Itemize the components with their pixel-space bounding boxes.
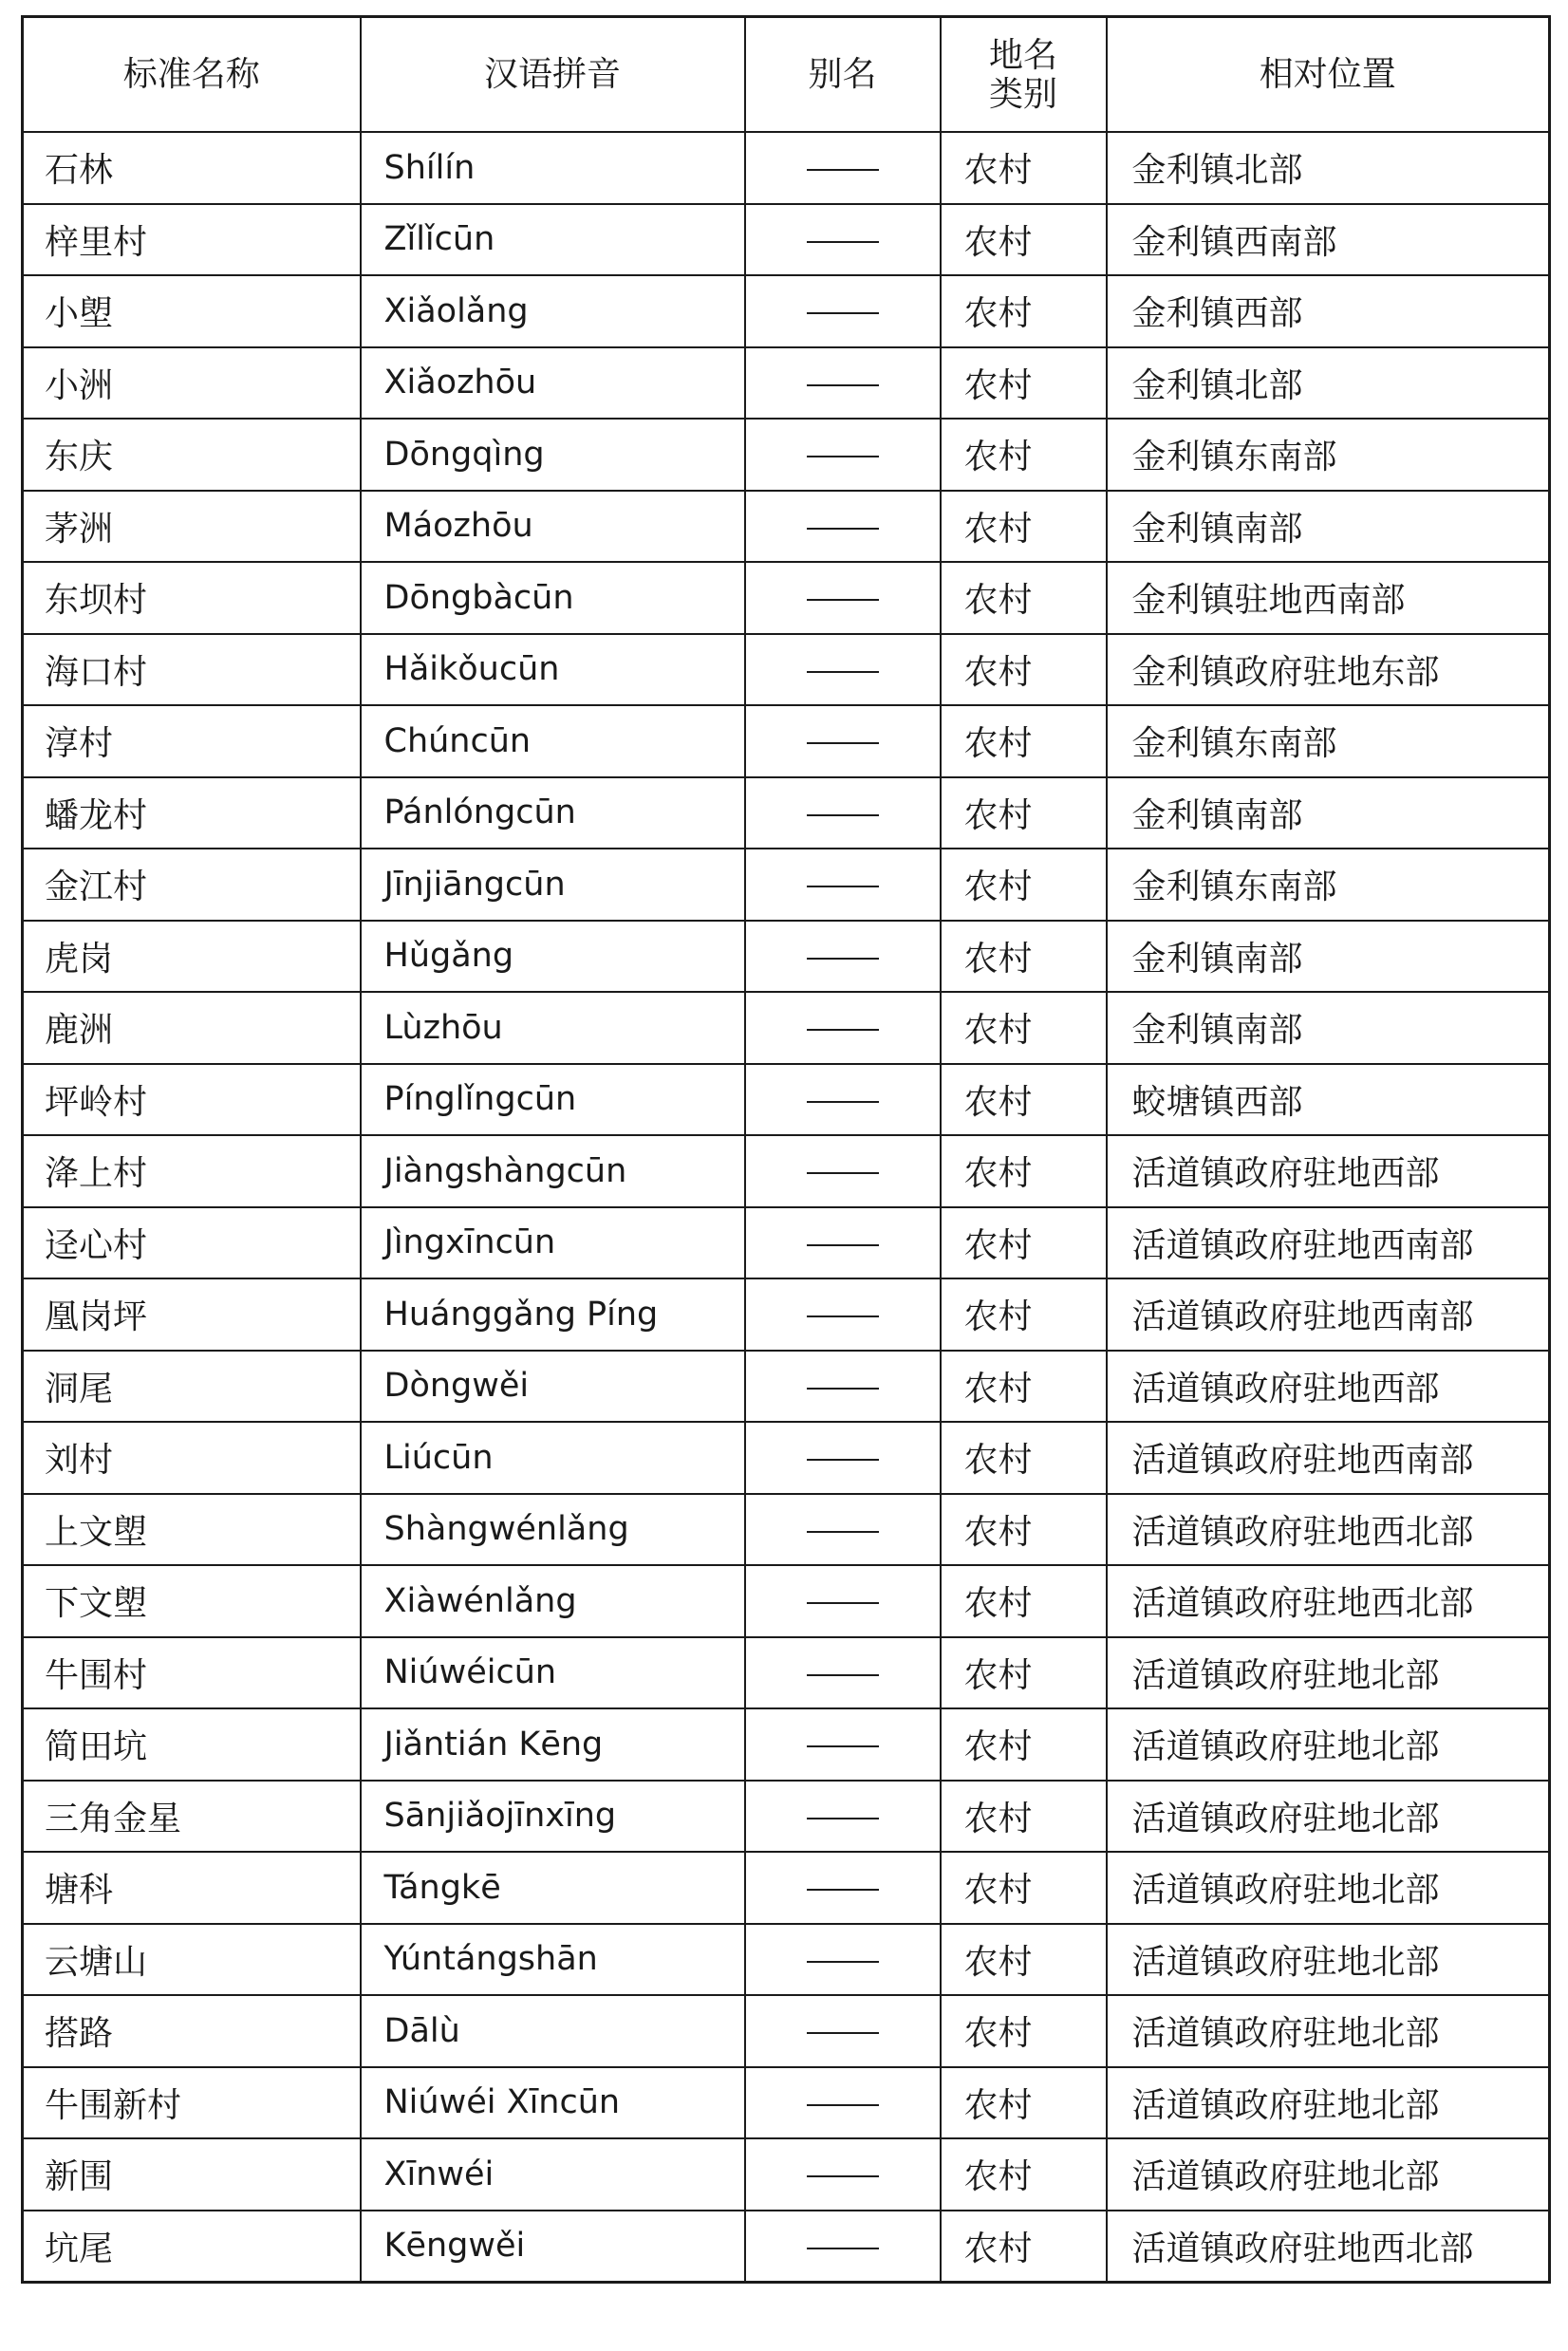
cell-standard-name: 简田坑 [23, 1708, 361, 1781]
cell-alias [745, 849, 941, 921]
cell-standard-name: 洞尾 [23, 1351, 361, 1423]
table-row [23, 491, 1550, 563]
cell-alias [745, 491, 941, 563]
cell-relative-position: 金利镇政府驻地东部 [1107, 634, 1550, 706]
cell-alias [745, 992, 941, 1064]
cell-place-type: 农村 [941, 921, 1107, 993]
cell-standard-name: 坪岭村 [23, 1064, 361, 1136]
alias-none-dash [807, 1101, 879, 1103]
table-header [23, 17, 1550, 133]
cell-place-type: 农村 [941, 2067, 1107, 2139]
alias-none-dash [807, 2248, 879, 2249]
table-row [23, 1422, 1550, 1494]
cell-relative-position: 金利镇南部 [1107, 491, 1550, 563]
cell-relative-position: 活道镇政府驻地北部 [1107, 1924, 1550, 1996]
cell-relative-position: 金利镇东南部 [1107, 705, 1550, 777]
table-row [23, 1852, 1550, 1924]
alias-none-dash [807, 2175, 879, 2177]
cell-pinyin: Jìngxīncūn [361, 1207, 745, 1279]
cell-place-type: 农村 [941, 1351, 1107, 1423]
cell-alias [745, 1064, 941, 1136]
cell-standard-name: 刘村 [23, 1422, 361, 1494]
cell-pinyin: Chúncūn [361, 705, 745, 777]
header-relative-position: 相对位置 [1107, 17, 1550, 133]
cell-standard-name: 小洲 [23, 347, 361, 420]
table-row [23, 562, 1550, 634]
table-row [23, 634, 1550, 706]
cell-standard-name: 淳村 [23, 705, 361, 777]
alias-none-dash [807, 1531, 879, 1533]
cell-alias [745, 1422, 941, 1494]
cell-place-type: 农村 [941, 204, 1107, 276]
alias-none-dash [807, 1388, 879, 1390]
cell-standard-name: 石林 [23, 132, 361, 204]
cell-relative-position: 金利镇南部 [1107, 992, 1550, 1064]
cell-pinyin: Sānjiǎojīnxīng [361, 1781, 745, 1853]
cell-pinyin: Xiǎolǎng [361, 275, 745, 347]
cell-relative-position: 活道镇政府驻地北部 [1107, 1708, 1550, 1781]
alias-none-dash [807, 169, 879, 171]
table-row [23, 419, 1550, 491]
cell-alias [745, 2138, 941, 2211]
cell-pinyin: Liúcūn [361, 1422, 745, 1494]
cell-alias [745, 1135, 941, 1207]
alias-none-dash [807, 1818, 879, 1819]
cell-place-type: 农村 [941, 1064, 1107, 1136]
alias-none-dash [807, 671, 879, 673]
cell-place-type: 农村 [941, 347, 1107, 420]
alias-none-dash [807, 241, 879, 243]
cell-pinyin: Dòngwěi [361, 1351, 745, 1423]
cell-alias [745, 275, 941, 347]
alias-none-dash [807, 1602, 879, 1604]
cell-pinyin: Lùzhōu [361, 992, 745, 1064]
cell-place-type: 农村 [941, 1278, 1107, 1351]
header-pinyin: 汉语拼音 [361, 17, 745, 133]
cell-standard-name: 上文塱 [23, 1494, 361, 1566]
cell-standard-name: 坑尾 [23, 2211, 361, 2283]
cell-alias [745, 1278, 941, 1351]
cell-relative-position: 金利镇南部 [1107, 777, 1550, 849]
table-row [23, 1637, 1550, 1709]
cell-place-type: 农村 [941, 705, 1107, 777]
cell-relative-position: 活道镇政府驻地西南部 [1107, 1207, 1550, 1279]
table-row [23, 1781, 1550, 1853]
cell-place-type: 农村 [941, 1207, 1107, 1279]
cell-alias [745, 2067, 941, 2139]
cell-alias [745, 2211, 941, 2283]
cell-place-type: 农村 [941, 1781, 1107, 1853]
cell-relative-position: 金利镇西部 [1107, 275, 1550, 347]
alias-none-dash [807, 742, 879, 744]
cell-pinyin: Shàngwénlǎng [361, 1494, 745, 1566]
cell-relative-position: 活道镇政府驻地北部 [1107, 2138, 1550, 2211]
table-row [23, 992, 1550, 1064]
cell-place-type: 农村 [941, 1637, 1107, 1709]
cell-relative-position: 金利镇西南部 [1107, 204, 1550, 276]
cell-alias [745, 562, 941, 634]
table-row [23, 1064, 1550, 1136]
cell-pinyin: Pínglǐngcūn [361, 1064, 745, 1136]
cell-place-type: 农村 [941, 1852, 1107, 1924]
header-standard-name: 标准名称 [23, 17, 361, 133]
alias-none-dash [807, 1315, 879, 1317]
table-row [23, 1708, 1550, 1781]
header-place-type [941, 17, 1107, 133]
table-body [23, 132, 1550, 2283]
cell-standard-name: 牛围村 [23, 1637, 361, 1709]
cell-relative-position: 活道镇政府驻地北部 [1107, 1852, 1550, 1924]
alias-none-dash [807, 886, 879, 887]
alias-none-dash [807, 1172, 879, 1174]
cell-alias [745, 1494, 941, 1566]
place-name-table [21, 15, 1551, 2284]
alias-none-dash [807, 1889, 879, 1891]
cell-pinyin: Máozhōu [361, 491, 745, 563]
cell-place-type: 农村 [941, 419, 1107, 491]
cell-place-type: 农村 [941, 275, 1107, 347]
alias-none-dash [807, 312, 879, 314]
alias-none-dash [807, 456, 879, 457]
cell-place-type: 农村 [941, 491, 1107, 563]
cell-standard-name: 牛围新村 [23, 2067, 361, 2139]
cell-alias [745, 1995, 941, 2067]
cell-relative-position: 活道镇政府驻地西南部 [1107, 1422, 1550, 1494]
cell-place-type: 农村 [941, 2138, 1107, 2211]
cell-standard-name: 洚上村 [23, 1135, 361, 1207]
cell-place-type: 农村 [941, 1135, 1107, 1207]
cell-pinyin: Dōngqìng [361, 419, 745, 491]
cell-standard-name: 金江村 [23, 849, 361, 921]
cell-alias [745, 634, 941, 706]
cell-alias [745, 1781, 941, 1853]
table-row [23, 2067, 1550, 2139]
cell-standard-name: 云塘山 [23, 1924, 361, 1996]
cell-alias [745, 777, 941, 849]
cell-standard-name: 茅洲 [23, 491, 361, 563]
cell-pinyin: Niúwéicūn [361, 1637, 745, 1709]
cell-alias [745, 921, 941, 993]
cell-alias [745, 419, 941, 491]
cell-standard-name: 下文塱 [23, 1565, 361, 1637]
cell-alias [745, 1351, 941, 1423]
cell-alias [745, 347, 941, 420]
cell-relative-position: 活道镇政府驻地北部 [1107, 2067, 1550, 2139]
cell-relative-position: 活道镇政府驻地西北部 [1107, 1565, 1550, 1637]
alias-none-dash [807, 1244, 879, 1246]
cell-standard-name: 迳心村 [23, 1207, 361, 1279]
cell-alias [745, 1637, 941, 1709]
cell-standard-name: 搭路 [23, 1995, 361, 2067]
alias-none-dash [807, 1459, 879, 1461]
table-row [23, 1351, 1550, 1423]
cell-relative-position: 活道镇政府驻地西南部 [1107, 1278, 1550, 1351]
cell-standard-name: 海口村 [23, 634, 361, 706]
cell-alias [745, 1708, 941, 1781]
alias-none-dash [807, 1674, 879, 1676]
cell-pinyin: Yúntángshān [361, 1924, 745, 1996]
table-row [23, 849, 1550, 921]
cell-standard-name: 东坝村 [23, 562, 361, 634]
cell-pinyin: Shílín [361, 132, 745, 204]
cell-place-type: 农村 [941, 992, 1107, 1064]
cell-relative-position: 金利镇东南部 [1107, 419, 1550, 491]
cell-relative-position: 金利镇南部 [1107, 921, 1550, 993]
cell-place-type: 农村 [941, 1995, 1107, 2067]
cell-standard-name: 新围 [23, 2138, 361, 2211]
cell-relative-position: 活道镇政府驻地北部 [1107, 1637, 1550, 1709]
cell-alias [745, 1852, 941, 1924]
cell-pinyin: Jiǎntián Kēng [361, 1708, 745, 1781]
cell-place-type: 农村 [941, 1422, 1107, 1494]
alias-none-dash [807, 1745, 879, 1747]
alias-none-dash [807, 2104, 879, 2106]
table-row [23, 1494, 1550, 1566]
table-row [23, 1207, 1550, 1279]
table-row [23, 1565, 1550, 1637]
cell-standard-name: 虎岗 [23, 921, 361, 993]
cell-pinyin: Jiàngshàngcūn [361, 1135, 745, 1207]
cell-place-type: 农村 [941, 634, 1107, 706]
cell-pinyin: Pánlóngcūn [361, 777, 745, 849]
alias-none-dash [807, 528, 879, 530]
table-row [23, 204, 1550, 276]
cell-relative-position: 金利镇北部 [1107, 347, 1550, 420]
cell-standard-name: 蟠龙村 [23, 777, 361, 849]
table-row [23, 1924, 1550, 1996]
cell-place-type: 农村 [941, 2211, 1107, 2283]
cell-alias [745, 1565, 941, 1637]
cell-relative-position: 活道镇政府驻地西部 [1107, 1351, 1550, 1423]
cell-alias [745, 1924, 941, 1996]
cell-place-type: 农村 [941, 1708, 1107, 1781]
cell-standard-name: 三角金星 [23, 1781, 361, 1853]
table-row [23, 1278, 1550, 1351]
alias-none-dash [807, 384, 879, 386]
cell-pinyin: Hǔgǎng [361, 921, 745, 993]
header-place-type-line2: 类别 [988, 74, 1057, 114]
cell-standard-name: 东庆 [23, 419, 361, 491]
cell-pinyin: Tángkē [361, 1852, 745, 1924]
cell-relative-position: 活道镇政府驻地西部 [1107, 1135, 1550, 1207]
cell-relative-position: 蛟塘镇西部 [1107, 1064, 1550, 1136]
table-row [23, 777, 1550, 849]
cell-alias [745, 132, 941, 204]
alias-none-dash [807, 599, 879, 601]
header-row [23, 17, 1550, 133]
cell-pinyin: Hǎikǒucūn [361, 634, 745, 706]
cell-pinyin: Dōngbàcūn [361, 562, 745, 634]
cell-place-type: 农村 [941, 1924, 1107, 1996]
cell-relative-position: 活道镇政府驻地北部 [1107, 1995, 1550, 2067]
table-row [23, 2138, 1550, 2211]
cell-pinyin: Xiàwénlǎng [361, 1565, 745, 1637]
alias-none-dash [807, 2032, 879, 2034]
alias-none-dash [807, 1029, 879, 1031]
table-row [23, 347, 1550, 420]
cell-pinyin: Dālù [361, 1995, 745, 2067]
cell-relative-position: 金利镇北部 [1107, 132, 1550, 204]
cell-standard-name: 小塱 [23, 275, 361, 347]
alias-none-dash [807, 1961, 879, 1963]
cell-relative-position: 活道镇政府驻地北部 [1107, 1781, 1550, 1853]
alias-none-dash [807, 958, 879, 960]
cell-place-type: 农村 [941, 1565, 1107, 1637]
table-row [23, 2211, 1550, 2283]
cell-pinyin: Xiǎozhōu [361, 347, 745, 420]
cell-pinyin: Zǐlǐcūn [361, 204, 745, 276]
cell-relative-position: 金利镇驻地西南部 [1107, 562, 1550, 634]
cell-standard-name: 鹿洲 [23, 992, 361, 1064]
cell-standard-name: 塘科 [23, 1852, 361, 1924]
table-row [23, 705, 1550, 777]
table-row [23, 1995, 1550, 2067]
table-row [23, 132, 1550, 204]
cell-place-type: 农村 [941, 849, 1107, 921]
header-place-type-line1: 地名 [988, 35, 1057, 75]
cell-relative-position: 活道镇政府驻地西北部 [1107, 2211, 1550, 2283]
cell-relative-position: 活道镇政府驻地西北部 [1107, 1494, 1550, 1566]
cell-place-type: 农村 [941, 777, 1107, 849]
alias-none-dash [807, 814, 879, 816]
cell-relative-position: 金利镇东南部 [1107, 849, 1550, 921]
cell-pinyin: Huánggǎng Píng [361, 1278, 745, 1351]
table-row [23, 275, 1550, 347]
cell-alias [745, 1207, 941, 1279]
cell-alias [745, 204, 941, 276]
cell-pinyin: Kēngwěi [361, 2211, 745, 2283]
cell-alias [745, 705, 941, 777]
header-alias: 别名 [745, 17, 941, 133]
cell-standard-name: 凰岗坪 [23, 1278, 361, 1351]
cell-pinyin: Niúwéi Xīncūn [361, 2067, 745, 2139]
cell-standard-name: 梓里村 [23, 204, 361, 276]
table-row [23, 1135, 1550, 1207]
cell-place-type: 农村 [941, 1494, 1107, 1566]
cell-pinyin: Xīnwéi [361, 2138, 745, 2211]
cell-place-type: 农村 [941, 132, 1107, 204]
table-row [23, 921, 1550, 993]
cell-place-type: 农村 [941, 562, 1107, 634]
cell-pinyin: Jīnjiāngcūn [361, 849, 745, 921]
